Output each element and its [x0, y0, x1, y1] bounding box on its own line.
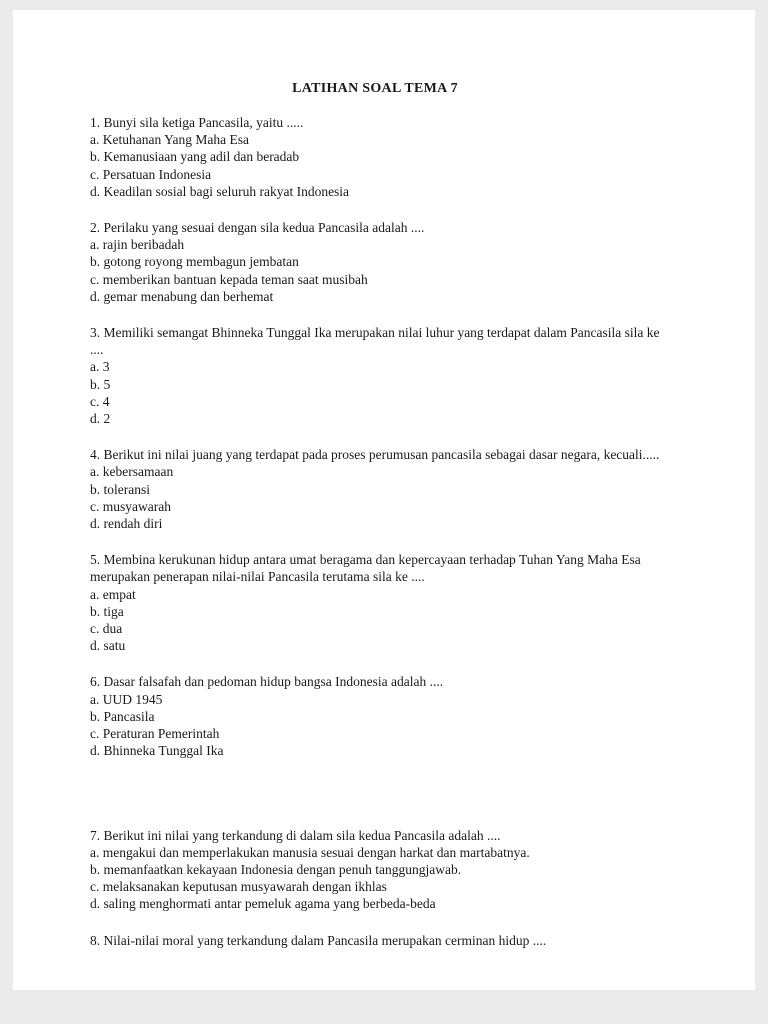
option-item: a. empat: [90, 586, 136, 602]
option-item: d. 2: [90, 411, 111, 427]
question-block-3: [90, 324, 660, 427]
question-text: 6. Dasar falsafah dan pedoman hidup bangsa Indonesia adalah ....: [90, 674, 444, 690]
option-item: a. kebersamaan: [90, 464, 174, 480]
option-item: b. gotong royong membagun jembatan: [90, 254, 299, 270]
option-item: b. 5: [90, 376, 111, 392]
option-item: d. saling menghormati antar pemeluk agama yang berbeda-beda: [90, 896, 436, 912]
option-item: b. memanfaatkan kekayaan Indonesia dengan penuh tanggungjawab.: [90, 861, 462, 877]
question-text: 1. Bunyi sila ketiga Pancasila, yaitu .....: [90, 115, 304, 130]
question-block-4: [90, 446, 660, 532]
question-text: 2. Perilaku yang sesuai dengan sila kedua Pancasila adalah ....: [90, 220, 425, 236]
option-item: d. Keadilan sosial bagi seluruh rakyat Indonesia: [90, 183, 350, 199]
option-item: c. Persatuan Indonesia: [90, 166, 212, 182]
question-block-8: [90, 932, 660, 949]
option-item: c. melaksanakan keputusan musyawarah dengan ikhlas: [90, 879, 387, 895]
option-item: d. rendah diri: [90, 516, 163, 532]
option-item: c. 4: [90, 393, 110, 409]
option-item: a. rajin beribadah: [90, 237, 185, 253]
document-page: [13, 10, 755, 990]
option-item: d. gemar menabung dan berhemat: [90, 288, 274, 304]
question-block-2: [90, 219, 660, 305]
question-text: 5. Membina kerukunan hidup antara umat beragama dan kepercayaan terhadap Tuhan Yang Maha Esa merupakan penerapan nilai-nilai Pancasila terutama sila ke ....: [90, 552, 641, 585]
option-item: b. tiga: [90, 603, 124, 619]
option-item: a. UUD 1945: [90, 691, 163, 707]
option-item: c. Peraturan Pemerintah: [90, 726, 220, 742]
question-block-7: [90, 827, 660, 913]
option-item: d. Bhinneka Tunggal Ika: [90, 743, 224, 759]
option-item: b. toleransi: [90, 481, 150, 497]
question-block-5: [90, 551, 660, 654]
option-item: a. 3: [90, 359, 110, 375]
option-item: b. Kemanusiaan yang adil dan beradab: [90, 149, 300, 165]
option-item: c. musyawarah: [90, 498, 171, 514]
option-item: a. Ketuhanan Yang Maha Esa: [90, 132, 249, 148]
document-title: LATIHAN SOAL TEMA 7: [292, 81, 458, 96]
question-text: 3. Memiliki semangat Bhinneka Tunggal Ika merupakan nilai luhur yang terdapat dalam Pancasila sila ke ....: [90, 325, 660, 358]
option-item: d. satu: [90, 638, 126, 654]
question-text: 7. Berikut ini nilai yang terkandung di dalam sila kedua Pancasila adalah ....: [90, 827, 501, 843]
option-item: c. dua: [90, 621, 123, 637]
question-text: 4. Berikut ini nilai juang yang terdapat pada proses perumusan pancasila sebagai dasar negara, kecuali.....: [90, 447, 660, 463]
question-text: 8. Nilai-nilai moral yang terkandung dalam Pancasila merupakan cerminan hidup ....: [90, 932, 547, 948]
option-item: c. memberikan bantuan kepada teman saat musibah: [90, 271, 368, 287]
question-block-1: [90, 114, 660, 200]
question-block-6: [90, 673, 660, 759]
option-item: b. Pancasila: [90, 708, 155, 724]
option-item: a. mengakui dan memperlakukan manusia sesuai dengan harkat dan martabatnya.: [90, 844, 530, 860]
